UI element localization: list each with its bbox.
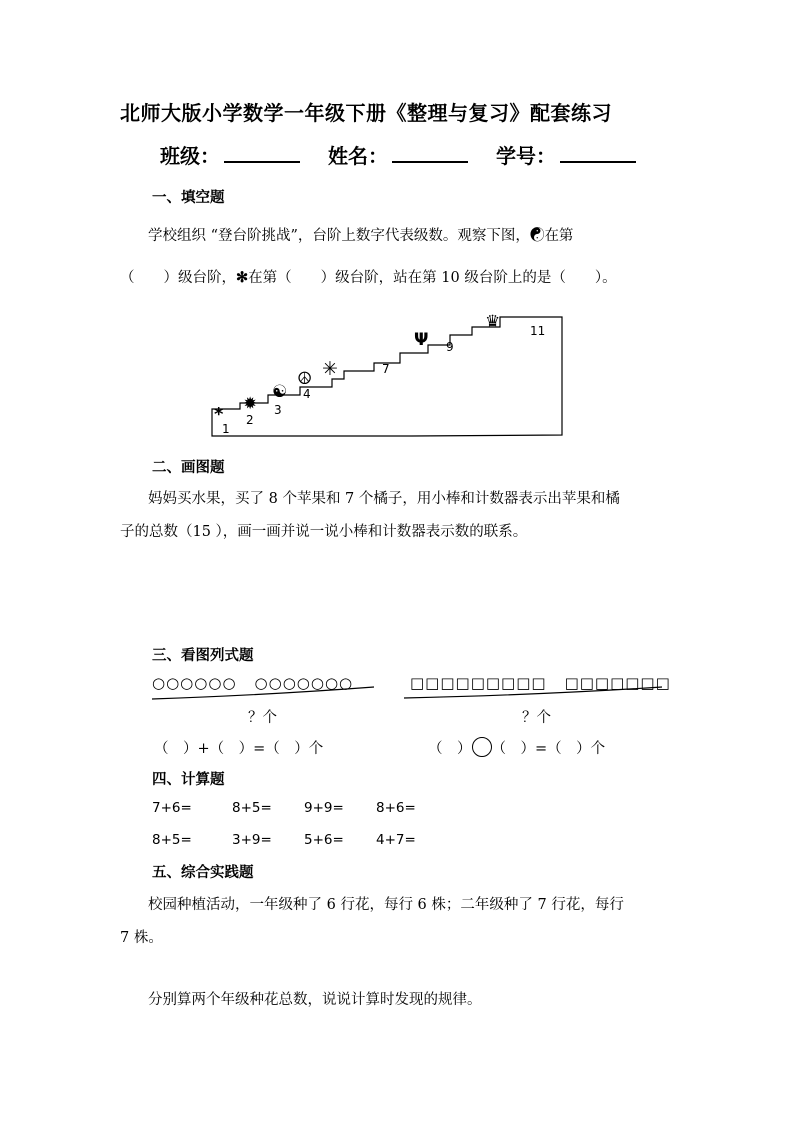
circles-group-b: ○○○○○○○ (254, 674, 354, 692)
section5-heading: 五、综合实践题 (152, 864, 254, 881)
peace-icon: ☮ (297, 369, 313, 389)
stair-label-1: 1 (222, 422, 230, 436)
yin-yang-icon: ☯ (529, 228, 545, 244)
operator-circle[interactable] (472, 737, 492, 757)
stair-label-11: 11 (530, 324, 546, 338)
section1-line2 (120, 266, 617, 287)
calc-1-3: 9+9= (304, 800, 344, 816)
section5-line3: 分别算两个年级种花总数，说说计算时发现的规律。 (148, 992, 482, 1008)
left-equation: （ ）+（ ）=（ ）个 (154, 741, 324, 757)
stair-label-7: 7 (382, 362, 390, 376)
name-field (328, 140, 468, 169)
name-blank[interactable] (392, 143, 468, 163)
circles-group-a: ○○○○○○ (152, 674, 237, 692)
right-eq-blank: （ ） (428, 741, 472, 757)
stair-label-9: 9 (446, 340, 454, 354)
crown-icon: ♛ (485, 312, 501, 332)
id-field (496, 140, 636, 169)
trident-icon: Ψ (414, 330, 429, 350)
section1-heading: 一、填空题 (152, 189, 225, 206)
right-question: ？个 (522, 710, 551, 726)
section2-line1: 妈妈买水果，买了 8 个苹果和 7 个橘子，用小棒和计数器表示出苹果和橘 (148, 491, 620, 507)
calc-1-2: 8+5= (232, 800, 272, 816)
right-eq-rest: （ ）=（ ）个 (491, 741, 606, 757)
asterisk-icon: ✳ (322, 358, 338, 380)
asterisk-icon: ✻ (236, 269, 249, 286)
calc-1-1: 7+6= (152, 800, 192, 816)
page-title: 北师大版小学数学一年级下册《整理与复习》配套练习 (120, 101, 612, 125)
yin-yang-icon: ☯ (272, 382, 288, 402)
name-label: 姓名： (328, 144, 388, 168)
calc-2-3: 5+6= (304, 832, 344, 848)
section3-heading: 三、看图列式题 (152, 647, 254, 664)
squares-group-b: □□□□□□□ (564, 674, 671, 692)
section1-line1-tail: 在第 (544, 228, 574, 244)
section1-line1-text: 学校组织 “登台阶挑战”，台阶上数字代表级数。观察下图， (148, 228, 530, 244)
section5-line2: 7 株。 (120, 930, 163, 946)
section2-line2: 子的总数（15 ），画一画并说一说小棒和计数器表示数的联系。 (120, 524, 528, 540)
stairs-outline (212, 317, 562, 436)
sun-icon: ✹ (243, 394, 258, 414)
stair-label-4: 4 (303, 387, 311, 401)
class-label: 班级： (160, 144, 220, 168)
id-label: 学号： (496, 144, 556, 168)
class-field (160, 140, 300, 169)
stair-label-3: 3 (274, 403, 282, 417)
star-icon: * (214, 404, 224, 425)
class-blank[interactable] (224, 143, 300, 163)
calc-2-2: 3+9= (232, 832, 272, 848)
section1-line2-text: （ ）级台阶， (120, 270, 236, 286)
section5-line1: 校园种植活动，一年级种了 6 行花，每行 6 株；二年级种了 7 行花，每行 (148, 897, 624, 913)
squares-group-a: □□□□□□□□□ (410, 674, 547, 692)
section1-line2-tail: 在第（ ）级台阶，站在第 10 级台阶上的是（ ）。 (248, 270, 617, 286)
stairs-diagram (200, 305, 580, 445)
brace-lines (148, 685, 668, 705)
calc-2-1: 8+5= (152, 832, 192, 848)
section4-heading: 四、计算题 (152, 771, 225, 788)
id-blank[interactable] (560, 143, 636, 163)
calc-1-4: 8+6= (376, 800, 416, 816)
section2-heading: 二、画图题 (152, 459, 225, 476)
section1-line1 (148, 224, 573, 245)
right-brace (404, 687, 662, 698)
right-equation (428, 737, 605, 758)
left-brace (152, 687, 374, 699)
calc-2-4: 4+7= (376, 832, 416, 848)
stair-label-2: 2 (246, 413, 254, 427)
left-question: ？个 (248, 710, 277, 726)
